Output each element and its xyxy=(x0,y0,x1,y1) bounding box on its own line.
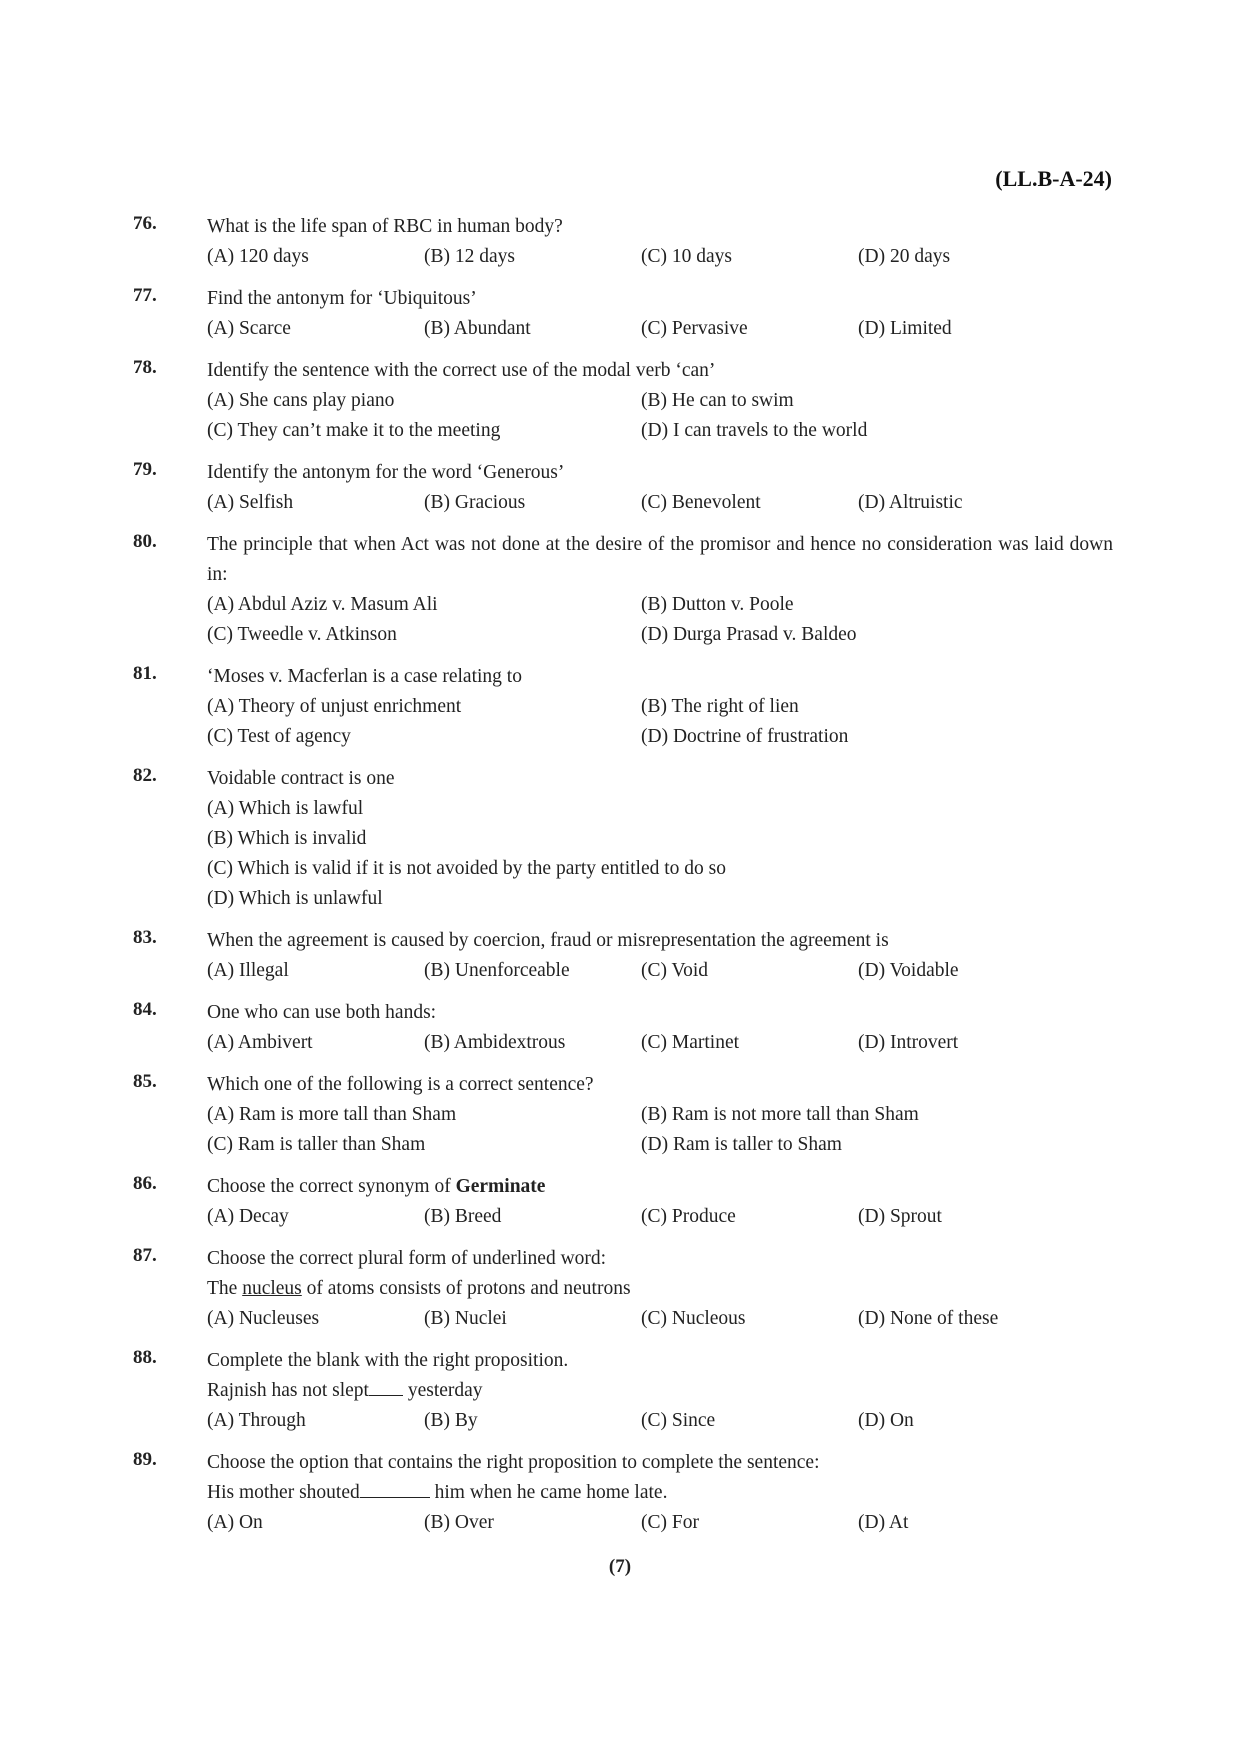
option-d: (D) Doctrine of frustration xyxy=(641,726,849,747)
option-a: (A) Abdul Aziz v. Masum Ali xyxy=(207,594,438,615)
option-c: (C) Tweedle v. Atkinson xyxy=(207,624,397,645)
option-a: (A) Theory of unjust enrichment xyxy=(207,696,462,717)
underlined-word: nucleus xyxy=(242,1278,302,1299)
question-number: 81. xyxy=(133,663,157,684)
option-b: (B) Which is invalid xyxy=(207,828,367,849)
question-text: Which one of the following is a correct sentence? xyxy=(207,1074,594,1095)
question-text-main: Choose the correct synonym of xyxy=(207,1176,451,1197)
option-b: (B) 12 days xyxy=(424,246,515,267)
options xyxy=(207,488,1113,518)
option-d: (D) Altruistic xyxy=(858,492,963,513)
options xyxy=(207,386,1113,446)
option-d: (D) Which is unlawful xyxy=(207,888,383,909)
option-c: (C) Martinet xyxy=(641,1032,740,1053)
option-c: (C) Test of agency xyxy=(207,726,351,747)
option-a: (A) Decay xyxy=(207,1206,289,1227)
options xyxy=(207,956,1113,986)
option-d: (D) None of these xyxy=(858,1308,999,1329)
sentence-start: Rajnish has not slept xyxy=(207,1380,369,1401)
question-83 xyxy=(133,926,1113,986)
option-b: (B) Nuclei xyxy=(424,1308,507,1329)
question-number: 76. xyxy=(133,213,157,234)
options xyxy=(207,1304,1113,1334)
option-b: (B) He can to swim xyxy=(641,390,794,411)
question-80 xyxy=(133,530,1113,650)
option-d: (D) 20 days xyxy=(858,246,951,267)
question-text: What is the life span of RBC in human body? xyxy=(207,216,563,237)
paper-code: (LL.B-A-24) xyxy=(995,166,1112,191)
option-b: (B) Ambidextrous xyxy=(424,1032,566,1053)
option-c: (C) Nucleous xyxy=(641,1308,746,1329)
question-76 xyxy=(133,212,1113,272)
question-79 xyxy=(133,458,1113,518)
option-c: (C) Ram is taller than Sham xyxy=(207,1134,426,1155)
question-text xyxy=(207,1172,1113,1202)
option-a: (A) Nucleuses xyxy=(207,1308,320,1329)
option-d: (D) Sprout xyxy=(858,1206,942,1227)
option-a: (A) Selfish xyxy=(207,492,294,513)
question-sentence xyxy=(207,1376,1113,1406)
question-text: When the agreement is caused by coercion, fraud or misrepresentation the agreement is xyxy=(207,930,889,951)
option-a: (A) Ambivert xyxy=(207,1032,313,1053)
question-text: The principle that when Act was not done at the desire of the promisor and hence no consideration was laid down in: xyxy=(207,534,1113,585)
options xyxy=(207,242,1113,272)
options xyxy=(207,1028,1113,1058)
question-89 xyxy=(133,1448,1113,1538)
sentence-end: yesterday xyxy=(407,1380,483,1401)
question-number: 84. xyxy=(133,999,157,1020)
question-sentence xyxy=(207,1478,1113,1508)
option-a: (A) Ram is more tall than Sham xyxy=(207,1104,457,1125)
sentence-start: His mother shouted xyxy=(207,1482,360,1503)
question-list xyxy=(133,212,1113,1550)
question-number: 85. xyxy=(133,1071,157,1092)
option-c: (C) For xyxy=(641,1512,699,1533)
options xyxy=(207,1406,1113,1436)
question-number: 87. xyxy=(133,1245,157,1266)
option-b: (B) Dutton v. Poole xyxy=(641,594,794,615)
question-text: Choose the correct plural form of underlined word: xyxy=(207,1248,607,1269)
option-d: (D) Limited xyxy=(858,318,952,339)
option-c: (C) Since xyxy=(641,1410,716,1431)
option-b: (B) Ram is not more tall than Sham xyxy=(641,1104,919,1125)
question-number: 79. xyxy=(133,459,157,480)
option-b: (B) Breed xyxy=(424,1206,502,1227)
option-d: (D) On xyxy=(858,1410,914,1431)
sentence-end: of atoms consists of protons and neutrons xyxy=(306,1278,631,1299)
question-text: ‘Moses v. Macferlan is a case relating to xyxy=(207,666,522,687)
question-78 xyxy=(133,356,1113,446)
option-d: (D) Durga Prasad v. Baldeo xyxy=(641,624,857,645)
option-c: (C) 10 days xyxy=(641,246,732,267)
option-c: (C) Which is valid if it is not avoided by the party entitled to do so xyxy=(207,858,727,879)
question-86 xyxy=(133,1172,1113,1232)
question-text: Identify the sentence with the correct use of the modal verb ‘can’ xyxy=(207,360,716,381)
question-text: Find the antonym for ‘Ubiquitous’ xyxy=(207,288,477,309)
option-a: (A) Scarce xyxy=(207,318,291,339)
question-81 xyxy=(133,662,1113,752)
options xyxy=(207,1508,1113,1538)
question-number: 83. xyxy=(133,927,157,948)
question-text: Identify the antonym for the word ‘Generous’ xyxy=(207,462,565,483)
question-number: 77. xyxy=(133,285,157,306)
options xyxy=(207,1202,1113,1232)
option-d: (D) Voidable xyxy=(858,960,959,981)
option-a: (A) 120 days xyxy=(207,246,309,267)
option-c: (C) Void xyxy=(641,960,709,981)
option-a: (A) Which is lawful xyxy=(207,798,364,819)
option-a: (A) Through xyxy=(207,1410,306,1431)
question-number: 89. xyxy=(133,1449,157,1470)
option-b: (B) Abundant xyxy=(424,318,531,339)
question-number: 88. xyxy=(133,1347,157,1368)
question-text: Voidable contract is one xyxy=(207,768,395,789)
option-c: (C) Benevolent xyxy=(641,492,761,513)
sentence-end: him when he came home late. xyxy=(434,1482,668,1503)
option-b: (B) By xyxy=(424,1410,478,1431)
question-87 xyxy=(133,1244,1113,1334)
question-77 xyxy=(133,284,1113,344)
options xyxy=(207,590,1113,650)
question-number: 86. xyxy=(133,1173,157,1194)
question-84 xyxy=(133,998,1113,1058)
question-number: 78. xyxy=(133,357,157,378)
option-c: (C) Produce xyxy=(641,1206,736,1227)
option-d: (D) At xyxy=(858,1512,909,1533)
options xyxy=(207,314,1113,344)
option-b: (B) The right of lien xyxy=(641,696,799,717)
option-c: (C) They can’t make it to the meeting xyxy=(207,420,501,441)
question-keyword: Germinate xyxy=(455,1176,546,1197)
option-b: (B) Unenforceable xyxy=(424,960,570,981)
question-sentence xyxy=(207,1274,1113,1304)
question-85 xyxy=(133,1070,1113,1160)
option-a: (A) On xyxy=(207,1512,263,1533)
question-82 xyxy=(133,764,1113,914)
question-number: 80. xyxy=(133,531,157,552)
question-text: Choose the option that contains the right proposition to complete the sentence: xyxy=(207,1452,820,1473)
option-a: (A) Illegal xyxy=(207,960,289,981)
fill-blank xyxy=(360,1479,430,1498)
question-number: 82. xyxy=(133,765,157,786)
sentence-start: The xyxy=(207,1278,238,1299)
option-d: (D) Ram is taller to Sham xyxy=(641,1134,842,1155)
options xyxy=(207,794,1113,914)
question-text: Complete the blank with the right proposition. xyxy=(207,1350,569,1371)
page-number: (7) xyxy=(608,1556,632,1577)
option-b: (B) Gracious xyxy=(424,492,526,513)
option-d: (D) Introvert xyxy=(858,1032,959,1053)
option-d: (D) I can travels to the world xyxy=(641,420,868,441)
question-text: One who can use both hands: xyxy=(207,1002,437,1023)
options xyxy=(207,692,1113,752)
question-88 xyxy=(133,1346,1113,1436)
option-c: (C) Pervasive xyxy=(641,318,748,339)
option-a: (A) She cans play piano xyxy=(207,390,395,411)
fill-blank xyxy=(369,1377,403,1396)
options xyxy=(207,1100,1113,1160)
option-b: (B) Over xyxy=(424,1512,494,1533)
